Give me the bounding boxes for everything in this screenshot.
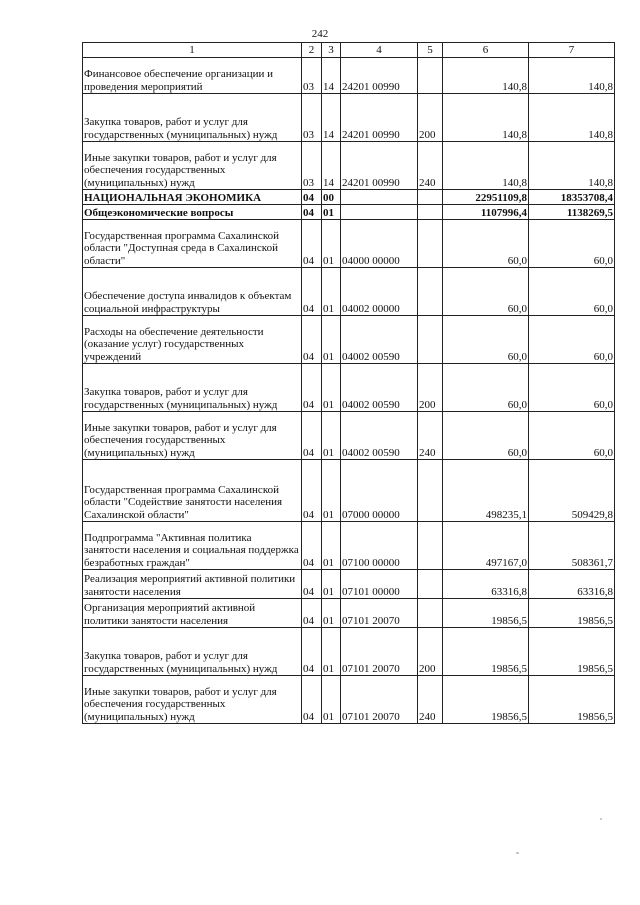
table-row xyxy=(83,94,615,142)
subsection-code-cell: 00 xyxy=(322,190,341,205)
section-code-cell: 04 xyxy=(302,190,322,205)
table-row xyxy=(83,570,615,599)
item-name-cell: Общеэкономические вопросы xyxy=(83,205,302,220)
item-name-cell: Иные закупки товаров, работ и услуг для обеспечения государственных (муниципальных) нужд xyxy=(83,676,302,724)
table-row xyxy=(83,268,615,316)
target-article-cell: 04002 00590 xyxy=(341,364,418,412)
section-code-cell: 04 xyxy=(302,599,322,628)
amount-year-2-cell: 140,8 xyxy=(529,58,615,94)
item-name-cell: Закупка товаров, работ и услуг для государственных (муниципальных) нужд xyxy=(83,628,302,676)
item-name-cell: Организация мероприятий активной политики занятости населения xyxy=(83,599,302,628)
expense-type-cell xyxy=(418,570,443,599)
section-code-cell: 04 xyxy=(302,570,322,599)
expense-type-cell: 200 xyxy=(418,628,443,676)
scan-speck xyxy=(600,818,602,820)
subsection-code-cell: 14 xyxy=(322,142,341,190)
amount-year-1-cell: 60,0 xyxy=(443,364,529,412)
item-name-cell: Государственная программа Сахалинской области "Доступная среда в Сахалинской области" xyxy=(83,220,302,268)
target-article-cell: 24201 00990 xyxy=(341,58,418,94)
expense-type-cell: 240 xyxy=(418,412,443,460)
expense-type-cell: 240 xyxy=(418,676,443,724)
section-code-cell: 04 xyxy=(302,316,322,364)
target-article-cell: 04000 00000 xyxy=(341,220,418,268)
target-article-cell: 04002 00000 xyxy=(341,268,418,316)
item-name-cell: Финансовое обеспечение организации и проведения мероприятий xyxy=(83,58,302,94)
expense-type-cell xyxy=(418,460,443,522)
amount-year-1-cell: 497167,0 xyxy=(443,522,529,570)
target-article-cell xyxy=(341,190,418,205)
table-row xyxy=(83,205,615,220)
target-article-cell: 24201 00990 xyxy=(341,94,418,142)
section-code-cell: 04 xyxy=(302,220,322,268)
target-article-cell: 07101 00000 xyxy=(341,570,418,599)
item-name-cell: Расходы на обеспечение деятельности (оказание услуг) государственных учреждений xyxy=(83,316,302,364)
amount-year-1-cell: 19856,5 xyxy=(443,628,529,676)
page-number: 242 xyxy=(311,28,329,40)
table-row xyxy=(83,460,615,522)
target-article-cell: 07101 20070 xyxy=(341,676,418,724)
subsection-code-cell: 01 xyxy=(322,570,341,599)
amount-year-2-cell: 60,0 xyxy=(529,268,615,316)
expense-type-cell xyxy=(418,599,443,628)
expense-type-cell: 200 xyxy=(418,94,443,142)
subsection-code-cell: 01 xyxy=(322,220,341,268)
header-cell: 7 xyxy=(529,43,615,58)
table-row xyxy=(83,316,615,364)
subsection-code-cell: 14 xyxy=(322,58,341,94)
amount-year-1-cell: 63316,8 xyxy=(443,570,529,599)
subsection-code-cell: 01 xyxy=(322,268,341,316)
item-name-cell: Иные закупки товаров, работ и услуг для обеспечения государственных (муниципальных) нужд xyxy=(83,412,302,460)
subsection-code-cell: 01 xyxy=(322,412,341,460)
expense-type-cell xyxy=(418,58,443,94)
target-article-cell: 04002 00590 xyxy=(341,412,418,460)
amount-year-1-cell: 498235,1 xyxy=(443,460,529,522)
target-article-cell: 07100 00000 xyxy=(341,522,418,570)
amount-year-1-cell: 60,0 xyxy=(443,268,529,316)
table-row xyxy=(83,599,615,628)
expense-type-cell xyxy=(418,190,443,205)
amount-year-2-cell: 19856,5 xyxy=(529,628,615,676)
scan-speck xyxy=(516,852,519,854)
target-article-cell xyxy=(341,205,418,220)
target-article-cell: 07000 00000 xyxy=(341,460,418,522)
table-row xyxy=(83,190,615,205)
item-name-cell: Закупка товаров, работ и услуг для государственных (муниципальных) нужд xyxy=(83,94,302,142)
table-row xyxy=(83,58,615,94)
table-row xyxy=(83,412,615,460)
subsection-code-cell: 01 xyxy=(322,676,341,724)
amount-year-2-cell: 1138269,5 xyxy=(529,205,615,220)
expense-type-cell xyxy=(418,205,443,220)
amount-year-1-cell: 140,8 xyxy=(443,58,529,94)
amount-year-2-cell: 18353708,4 xyxy=(529,190,615,205)
target-article-cell: 07101 20070 xyxy=(341,628,418,676)
subsection-code-cell: 14 xyxy=(322,94,341,142)
header-cell: 4 xyxy=(341,43,418,58)
subsection-code-cell: 01 xyxy=(322,364,341,412)
header-cell: 2 xyxy=(302,43,322,58)
amount-year-2-cell: 508361,7 xyxy=(529,522,615,570)
item-name-cell: Государственная программа Сахалинской области "Содействие занятости населения Сахалинской области" xyxy=(83,460,302,522)
header-cell: 6 xyxy=(443,43,529,58)
subsection-code-cell: 01 xyxy=(322,522,341,570)
amount-year-2-cell: 60,0 xyxy=(529,412,615,460)
section-code-cell: 04 xyxy=(302,460,322,522)
subsection-code-cell: 01 xyxy=(322,316,341,364)
section-code-cell: 04 xyxy=(302,412,322,460)
section-code-cell: 04 xyxy=(302,522,322,570)
table-row xyxy=(83,522,615,570)
section-code-cell: 04 xyxy=(302,676,322,724)
header-cell: 1 xyxy=(83,43,302,58)
subsection-code-cell: 01 xyxy=(322,205,341,220)
table-row xyxy=(83,676,615,724)
amount-year-1-cell: 1107996,4 xyxy=(443,205,529,220)
header-cell: 5 xyxy=(418,43,443,58)
item-name-cell: Закупка товаров, работ и услуг для государственных (муниципальных) нужд xyxy=(83,364,302,412)
amount-year-2-cell: 63316,8 xyxy=(529,570,615,599)
table-row xyxy=(83,142,615,190)
target-article-cell: 04002 00590 xyxy=(341,316,418,364)
header-row xyxy=(83,43,615,58)
item-name-cell: НАЦИОНАЛЬНАЯ ЭКОНОМИКА xyxy=(83,190,302,205)
amount-year-2-cell: 509429,8 xyxy=(529,460,615,522)
amount-year-1-cell: 60,0 xyxy=(443,316,529,364)
amount-year-1-cell: 19856,5 xyxy=(443,599,529,628)
item-name-cell: Подпрограмма "Активная политика занятости населения и социальная поддержка безработных граждан" xyxy=(83,522,302,570)
section-code-cell: 03 xyxy=(302,142,322,190)
section-code-cell: 04 xyxy=(302,628,322,676)
target-article-cell: 07101 20070 xyxy=(341,599,418,628)
item-name-cell: Реализация мероприятий активной политики занятости населения xyxy=(83,570,302,599)
item-name-cell: Обеспечение доступа инвалидов к объектам социальной инфраструктуры xyxy=(83,268,302,316)
table-row xyxy=(83,628,615,676)
subsection-code-cell: 01 xyxy=(322,599,341,628)
amount-year-2-cell: 60,0 xyxy=(529,316,615,364)
table-row xyxy=(83,220,615,268)
amount-year-2-cell: 60,0 xyxy=(529,364,615,412)
section-code-cell: 04 xyxy=(302,205,322,220)
amount-year-2-cell: 19856,5 xyxy=(529,676,615,724)
expense-type-cell xyxy=(418,268,443,316)
amount-year-1-cell: 60,0 xyxy=(443,220,529,268)
table-row xyxy=(83,364,615,412)
amount-year-1-cell: 19856,5 xyxy=(443,676,529,724)
amount-year-1-cell: 60,0 xyxy=(443,412,529,460)
section-code-cell: 04 xyxy=(302,364,322,412)
budget-table xyxy=(82,42,615,724)
section-code-cell: 03 xyxy=(302,58,322,94)
expense-type-cell xyxy=(418,220,443,268)
amount-year-1-cell: 140,8 xyxy=(443,94,529,142)
target-article-cell: 24201 00990 xyxy=(341,142,418,190)
amount-year-1-cell: 22951109,8 xyxy=(443,190,529,205)
expense-type-cell: 200 xyxy=(418,364,443,412)
section-code-cell: 03 xyxy=(302,94,322,142)
expense-type-cell xyxy=(418,522,443,570)
section-code-cell: 04 xyxy=(302,268,322,316)
expense-type-cell xyxy=(418,316,443,364)
amount-year-2-cell: 140,8 xyxy=(529,142,615,190)
amount-year-1-cell: 140,8 xyxy=(443,142,529,190)
amount-year-2-cell: 19856,5 xyxy=(529,599,615,628)
subsection-code-cell: 01 xyxy=(322,460,341,522)
item-name-cell: Иные закупки товаров, работ и услуг для обеспечения государственных (муниципальных) нужд xyxy=(83,142,302,190)
header-cell: 3 xyxy=(322,43,341,58)
subsection-code-cell: 01 xyxy=(322,628,341,676)
amount-year-2-cell: 140,8 xyxy=(529,94,615,142)
expense-type-cell: 240 xyxy=(418,142,443,190)
amount-year-2-cell: 60,0 xyxy=(529,220,615,268)
